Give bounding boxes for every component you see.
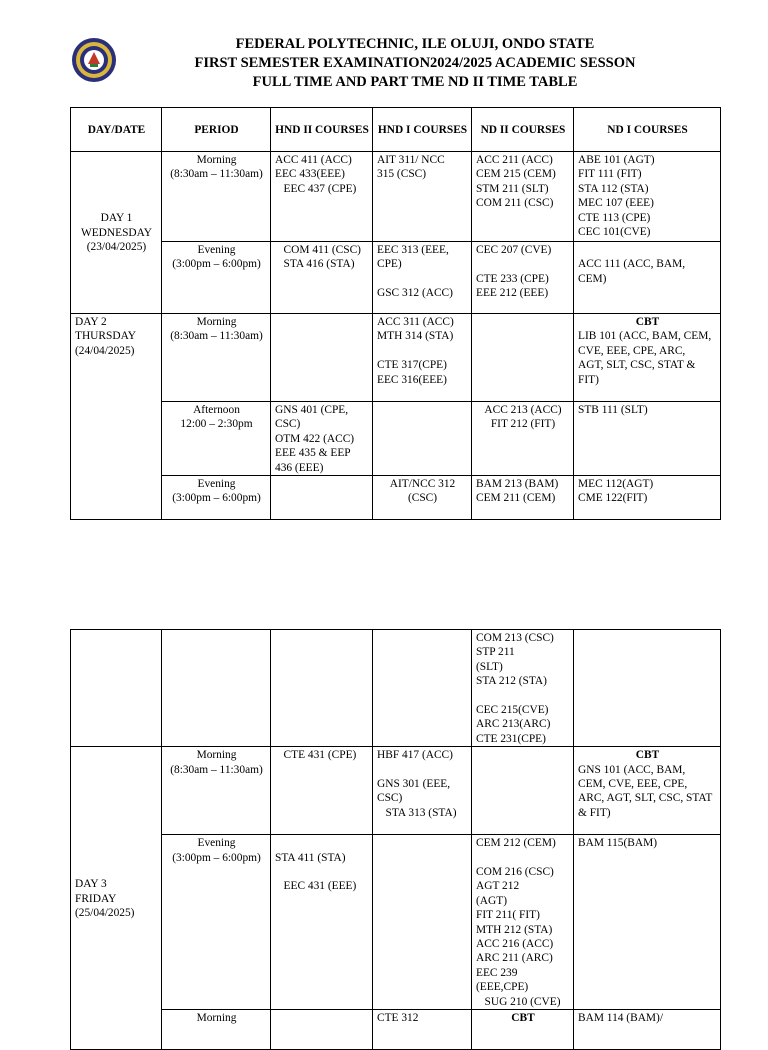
cell-line bbox=[476, 257, 570, 271]
period-cell bbox=[162, 314, 271, 402]
cell-line: ACC 111 (ACC, BAM, bbox=[578, 258, 686, 271]
cell-line: EEC 316(EEE) bbox=[377, 373, 447, 386]
hnd1-cell bbox=[373, 314, 472, 402]
cell-line: EEC 437 (CPE) bbox=[275, 182, 357, 195]
cell-line: MEC 107 (EEE) bbox=[578, 197, 654, 210]
hnd2-cell bbox=[271, 314, 373, 402]
cell-line: (CSC) bbox=[407, 492, 438, 505]
cell-line: AIT/NCC 312 bbox=[389, 478, 456, 491]
cell-line: ACC 311 (ACC) bbox=[377, 316, 454, 328]
cell-line: ACC 411 (ACC) bbox=[275, 154, 352, 166]
hnd2-cell bbox=[271, 476, 373, 520]
cell-line bbox=[578, 243, 717, 257]
table-row bbox=[71, 835, 721, 1010]
cell-line: (8:30am – 11:30am) bbox=[170, 168, 263, 181]
cell-line: CTE 312 bbox=[377, 1012, 419, 1025]
hnd1-cell bbox=[373, 402, 472, 476]
cell-line: EEC 313 (EEE, bbox=[377, 244, 449, 256]
period-cell bbox=[162, 152, 271, 242]
cell-line: CVE, EEE, CPE, ARC, bbox=[578, 344, 686, 357]
timetable-part-2 bbox=[70, 629, 721, 1050]
table-header-row bbox=[71, 108, 721, 152]
cell-line: ABE 101 (AGT) bbox=[578, 154, 655, 166]
cell-line: FIT 111 (FIT) bbox=[578, 168, 642, 181]
cell-line: EEE 435 & EEP bbox=[275, 447, 351, 460]
col-header-hnd1: HND I COURSES bbox=[373, 108, 472, 152]
cell-line: 12:00 – 2:30pm bbox=[180, 418, 253, 431]
table-row bbox=[71, 242, 721, 314]
cell-line: COM 211 (CSC) bbox=[476, 197, 554, 210]
cell-line bbox=[476, 689, 570, 703]
cell-line: 315 (CSC) bbox=[377, 168, 427, 181]
hnd2-cell bbox=[271, 242, 373, 314]
timetable-title: FULL TIME AND PART TME ND II TIME TABLE bbox=[252, 74, 578, 90]
nd1-cell bbox=[574, 747, 721, 835]
cell-line: CSC) bbox=[275, 418, 301, 431]
col-header-nd1: ND I COURSES bbox=[574, 108, 721, 152]
nd1-cell bbox=[574, 314, 721, 402]
cell-line: OTM 422 (ACC) bbox=[275, 432, 355, 445]
cell-line: CEM 212 (CEM) bbox=[476, 837, 556, 850]
cell-line: BAM 115(BAM) bbox=[578, 837, 657, 850]
table-row bbox=[71, 152, 721, 242]
cell-line: FIT 212 (FIT) bbox=[490, 418, 556, 431]
cell-line: EEC 433(EEE) bbox=[275, 168, 345, 181]
cell-line: CEC 207 (CVE) bbox=[476, 244, 552, 256]
cell-line: STA 212 (STA) bbox=[476, 675, 547, 688]
exam-title: FIRST SEMESTER EXAMINATION2024/2025 ACADEMIC SESSON bbox=[194, 55, 636, 71]
hnd1-cell bbox=[373, 152, 472, 242]
cell-line: (3:00pm – 6:00pm) bbox=[172, 258, 261, 271]
hnd2-cell bbox=[271, 835, 373, 1010]
cell-line: STA 416 (STA) bbox=[275, 258, 355, 271]
period-cell bbox=[162, 242, 271, 314]
cell-line: Morning bbox=[196, 154, 237, 166]
cell-line: EEC 431 (EEE) bbox=[275, 880, 357, 893]
cell-line: & FIT) bbox=[578, 806, 611, 819]
period-cell bbox=[162, 476, 271, 520]
cell-line: CEC 101(CVE) bbox=[578, 226, 651, 239]
hnd2-cell bbox=[271, 152, 373, 242]
day-cell bbox=[71, 152, 162, 314]
cell-line: ACC 213 (ACC) bbox=[484, 404, 562, 416]
cell-line: AGT 212 bbox=[476, 880, 520, 893]
cell-line: Morning bbox=[196, 1012, 237, 1025]
cell-line: Morning bbox=[196, 316, 237, 328]
cell-line: GNS 301 (EEE, bbox=[377, 778, 451, 791]
cell-line: STM 211 (SLT) bbox=[476, 182, 549, 195]
period-cell bbox=[162, 402, 271, 476]
cell-line bbox=[377, 272, 468, 286]
hnd1-cell bbox=[373, 630, 472, 747]
cell-line: Evening bbox=[197, 837, 236, 850]
cell-line: ARC 213(ARC) bbox=[476, 718, 551, 731]
cell-line: Evening bbox=[197, 244, 236, 256]
cell-line: DAY 3 bbox=[75, 878, 107, 891]
cell-line: Evening bbox=[197, 478, 236, 491]
period-cell bbox=[162, 1010, 271, 1050]
cell-line bbox=[275, 865, 369, 879]
cell-line: CEM 211 (CEM) bbox=[476, 492, 556, 505]
nd2-cell bbox=[472, 314, 574, 402]
table-row bbox=[71, 747, 721, 835]
cell-line: HBF 417 (ACC) bbox=[377, 749, 453, 762]
cell-line: (SLT) bbox=[476, 660, 503, 673]
table-row bbox=[71, 1010, 721, 1050]
nd1-cell bbox=[574, 476, 721, 520]
col-header-period: PERIOD bbox=[162, 108, 271, 152]
cell-line: FIT) bbox=[578, 373, 599, 386]
cell-line: STA 411 (STA) bbox=[275, 851, 346, 864]
nd2-cell bbox=[472, 242, 574, 314]
cell-line: GNS 101 (ACC, BAM, bbox=[578, 763, 686, 776]
nd1-cell bbox=[574, 402, 721, 476]
hnd2-cell bbox=[271, 402, 373, 476]
cbt-label: CBT bbox=[635, 749, 660, 762]
cell-line: DAY 1 bbox=[100, 212, 133, 225]
cell-line: (23/04/2025) bbox=[86, 241, 147, 254]
cell-line: (3:00pm – 6:00pm) bbox=[172, 492, 261, 505]
nd1-cell bbox=[574, 242, 721, 314]
cell-line: (3:00pm – 6:00pm) bbox=[172, 851, 261, 864]
cell-line: GSC 312 (ACC) bbox=[377, 287, 453, 300]
nd1-cell bbox=[574, 1010, 721, 1050]
hnd1-cell bbox=[373, 476, 472, 520]
cell-line: (25/04/2025) bbox=[75, 906, 135, 919]
cell-line: ACC 216 (ACC) bbox=[476, 938, 554, 951]
cell-line: COM 411 (CSC) bbox=[275, 244, 361, 256]
cell-line: (8:30am – 11:30am) bbox=[170, 330, 263, 343]
cell-line bbox=[476, 851, 570, 865]
cell-line: GNS 401 (CPE, bbox=[275, 404, 349, 416]
cell-line: CEC 215(CVE) bbox=[476, 704, 549, 717]
cell-line: FIT 211( FIT) bbox=[476, 909, 540, 922]
cell-line: CTE 231(CPE) bbox=[476, 732, 546, 745]
cell-line: WEDNESDAY bbox=[80, 226, 153, 239]
cell-line: CTE 233 (CPE) bbox=[476, 272, 549, 285]
cell-line: CME 122(FIT) bbox=[578, 492, 648, 505]
timetable-part-1 bbox=[70, 107, 721, 520]
cell-line bbox=[377, 344, 468, 358]
nd1-lines bbox=[578, 763, 717, 821]
cell-line: COM 213 (CSC) bbox=[476, 632, 554, 644]
hnd2-cell bbox=[271, 747, 373, 835]
cell-line: 436 (EEE) bbox=[275, 461, 324, 474]
table-row bbox=[71, 314, 721, 402]
cell-line: DAY 2 bbox=[75, 316, 107, 328]
cell-line: (EEE,CPE) bbox=[476, 981, 529, 994]
cell-line: CEM, CVE, EEE, CPE, bbox=[578, 778, 688, 791]
cell-line: THURSDAY bbox=[75, 330, 136, 343]
cell-line: CTE 431 (CPE) bbox=[275, 749, 357, 762]
institution-title: FEDERAL POLYTECHNIC, ILE OLUJI, ONDO STATE bbox=[235, 36, 595, 52]
col-header-nd2: ND II COURSES bbox=[472, 108, 574, 152]
cell-line: MTH 314 (STA) bbox=[377, 330, 454, 343]
cbt-label: CBT bbox=[511, 1012, 535, 1025]
cell-line: (24/04/2025) bbox=[75, 344, 135, 357]
period-cell bbox=[162, 835, 271, 1010]
cell-line: CEM 215 (CEM) bbox=[476, 168, 556, 181]
cell-line: AGT, SLT, CSC, STAT & bbox=[578, 359, 696, 372]
period-cell bbox=[162, 747, 271, 835]
cell-line: Morning bbox=[196, 749, 237, 762]
cell-line: CTE 317(CPE) bbox=[377, 359, 447, 372]
nd1-cell bbox=[574, 152, 721, 242]
hnd1-cell bbox=[373, 747, 472, 835]
cell-line: ARC, AGT, SLT, CSC, STAT bbox=[578, 792, 713, 805]
nd2-cell bbox=[472, 476, 574, 520]
nd2-cell bbox=[472, 402, 574, 476]
nd2-cell bbox=[472, 152, 574, 242]
col-header-hnd2: HND II COURSES bbox=[271, 108, 373, 152]
cell-line: (AGT) bbox=[476, 894, 507, 907]
cell-line: ARC 211 (ARC) bbox=[476, 952, 553, 965]
cbt-label: CBT bbox=[635, 316, 660, 328]
nd2-cell bbox=[472, 630, 574, 747]
hnd1-cell bbox=[373, 1010, 472, 1050]
cell-line: CTE 113 (CPE) bbox=[578, 211, 651, 224]
cell-line: EEE 212 (EEE) bbox=[476, 287, 549, 300]
cell-line: STP 211 bbox=[476, 646, 515, 659]
nd1-lines bbox=[578, 329, 717, 387]
hnd1-cell bbox=[373, 835, 472, 1010]
polytechnic-logo bbox=[71, 37, 117, 83]
cell-line: STA 313 (STA) bbox=[377, 806, 457, 819]
table-row bbox=[71, 630, 721, 747]
cell-line: AIT 311/ NCC bbox=[377, 154, 445, 166]
cell-line: EEC 239 bbox=[476, 966, 518, 979]
cell-line: COM 216 (CSC) bbox=[476, 866, 554, 879]
table-row bbox=[71, 476, 721, 520]
cell-line: (8:30am – 11:30am) bbox=[170, 763, 263, 776]
nd1-cell bbox=[574, 835, 721, 1010]
table-row bbox=[71, 402, 721, 476]
cell-line: MEC 112(AGT) bbox=[578, 478, 654, 491]
day-cell bbox=[71, 747, 162, 1050]
cell-line bbox=[377, 763, 468, 777]
col-header-day: DAY/DATE bbox=[71, 108, 162, 152]
cell-line: CEM) bbox=[578, 272, 607, 285]
cell-line: CSC) bbox=[377, 792, 403, 805]
cell-line: BAM 114 (BAM)/ bbox=[578, 1012, 664, 1025]
nd2-cell bbox=[472, 747, 574, 835]
hnd1-cell bbox=[373, 242, 472, 314]
cell-line: LIB 101 (ACC, BAM, CEM, bbox=[578, 330, 712, 343]
nd2-cell bbox=[472, 835, 574, 1010]
cell-line: MTH 212 (STA) bbox=[476, 923, 553, 936]
day-cell bbox=[71, 314, 162, 520]
nd1-cell bbox=[574, 630, 721, 747]
nd2-cell bbox=[472, 1010, 574, 1050]
cell-line bbox=[275, 836, 369, 850]
cell-line: CPE) bbox=[377, 258, 402, 271]
cell-line: STA 112 (STA) bbox=[578, 182, 649, 195]
cell-line: ACC 211 (ACC) bbox=[476, 154, 553, 166]
cell-line: Afternoon bbox=[193, 404, 240, 416]
hnd2-cell bbox=[271, 630, 373, 747]
cell-line: FRIDAY bbox=[75, 892, 117, 905]
hnd2-cell bbox=[271, 1010, 373, 1050]
cell-line: STB 111 (SLT) bbox=[578, 404, 648, 416]
cell-line: SUG 210 (CVE) bbox=[476, 995, 561, 1008]
period-cell bbox=[162, 630, 271, 747]
cell-line: BAM 213 (BAM) bbox=[476, 478, 559, 491]
day-cell bbox=[71, 630, 162, 747]
